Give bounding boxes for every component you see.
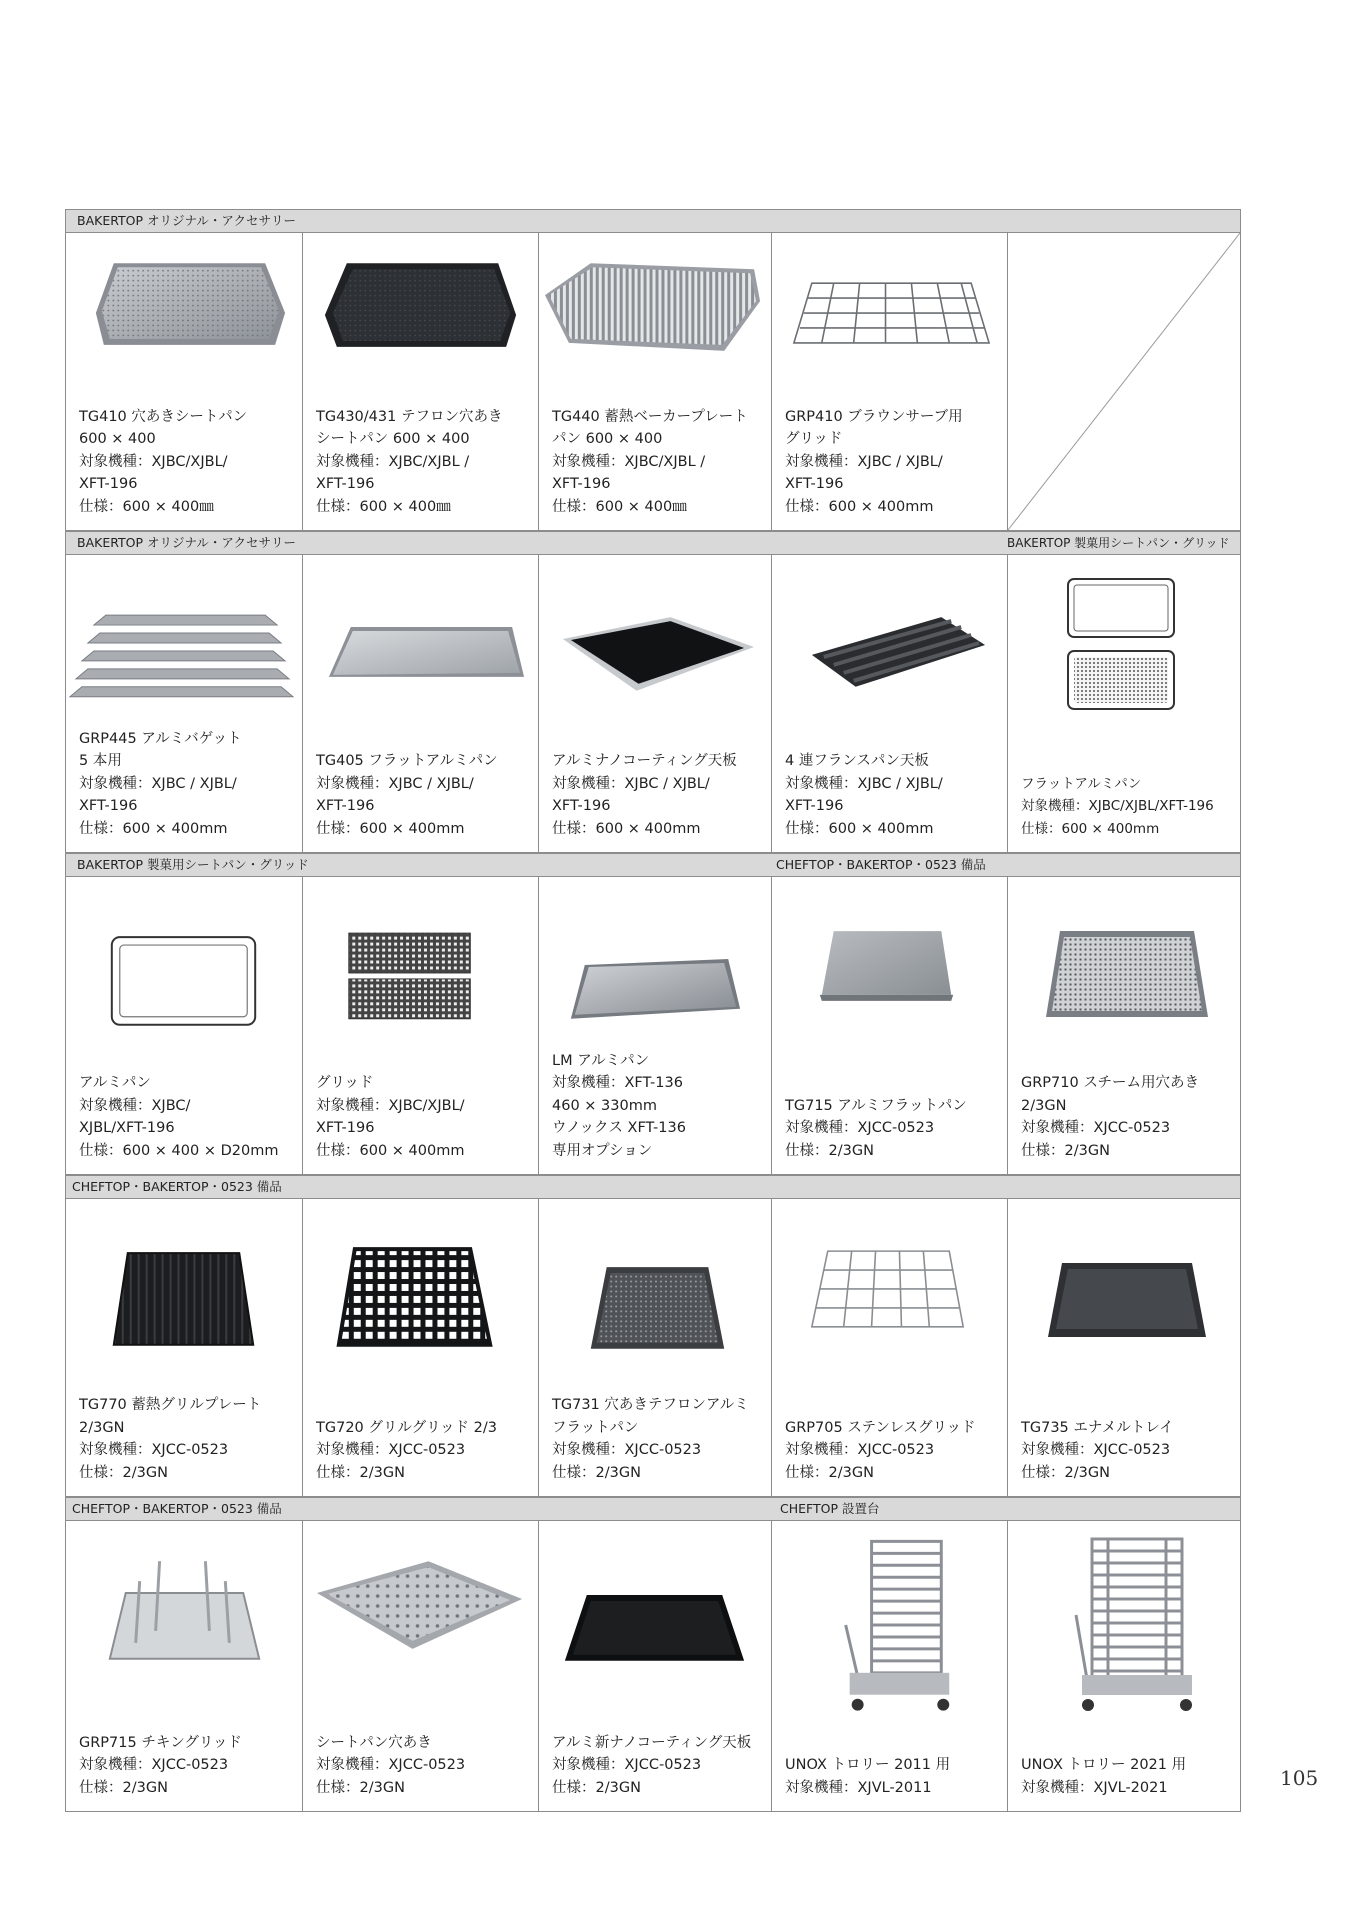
section-header-label: BAKERTOP 製菓用シートパン・グリッド <box>1007 536 1230 550</box>
product-caption: フラットアルミパン 対象機種：XJBC/XJBL/XFT-196 仕様：600 × 400mm <box>1021 775 1214 837</box>
product-caption: GRP705 ステンレスグリッド 対象機種：XJCC-0523 仕様：2/3GN <box>785 1419 976 1481</box>
product-caption: GRP445 アルミバゲット 5 本用 対象機種：XJBC / XJBL/ XFT-196 仕様：600 × 400mm <box>79 730 242 837</box>
product-caption: GRP715 チキングリッド 対象機種：XJCC-0523 仕様：2/3GN <box>79 1734 242 1796</box>
product-cell <box>772 1199 1008 1496</box>
product-cell <box>303 877 539 1174</box>
product-caption: シートパン穴あき 対象機種：XJCC-0523 仕様：2/3GN <box>316 1734 466 1796</box>
product-cell <box>66 1521 303 1811</box>
product-cell <box>303 233 539 530</box>
section-header-label: CHEFTOP 設置台 <box>780 1501 880 1516</box>
grill-grid-icon <box>303 1209 538 1359</box>
product-cell <box>1008 555 1240 852</box>
product-caption: TG735 エナメルトレイ 対象機種：XJCC-0523 仕様：2/3GN <box>1021 1419 1174 1481</box>
product-caption: UNOX トロリー 2011 用 対象機種：XJVL-2011 <box>785 1757 951 1796</box>
section-header <box>65 209 1241 232</box>
product-caption: TG715 アルミフラットパン 対象機種：XJCC-0523 仕様：2/3GN <box>785 1097 967 1159</box>
product-cell <box>303 555 539 852</box>
section-header-label: CHEFTOP・BAKERTOP・0523 備品 <box>776 857 986 872</box>
product-cell <box>303 1521 539 1811</box>
small-flat-pan-icon <box>772 887 1007 1037</box>
lm-aluminium-pan-icon <box>539 887 771 1037</box>
corrugated-plate-icon <box>539 243 771 393</box>
section-header-label: BAKERTOP オリジナル・アクセサリー <box>77 535 296 550</box>
product-caption: TG440 蓄熱ベーカープレート パン 600 × 400 対象機種：XJBC/XJBL / XFT-196 仕様：600 × 400㎜ <box>552 408 748 515</box>
grill-plate-icon <box>66 1209 302 1359</box>
accessory-catalog <box>65 209 1241 1812</box>
product-row <box>65 1198 1241 1497</box>
product-cell <box>66 877 303 1174</box>
trolley-icon <box>772 1535 1007 1725</box>
product-caption: TG720 グリルグリッド 2/3 対象機種：XJCC-0523 仕様：2/3GN <box>316 1419 497 1481</box>
product-caption: GRP710 スチーム用穴あき 2/3GN 対象機種：XJCC-0523 仕様：2/3GN <box>1021 1075 1200 1159</box>
product-cell <box>1008 1199 1240 1496</box>
perforated-sheet-pan-icon <box>303 1531 538 1681</box>
section-header <box>65 853 1241 876</box>
product-cell <box>772 555 1008 852</box>
chicken-grid-icon <box>66 1531 302 1681</box>
product-cell <box>539 1521 772 1811</box>
perforated-teflon-pan-icon <box>539 1209 771 1359</box>
product-caption: TG770 蓄熱グリルプレート 2/3GN 対象機種：XJCC-0523 仕様：2/3GN <box>79 1397 262 1481</box>
product-caption: TG731 穴あきテフロンアルミ フラットパン 対象機種：XJCC-0523 仕様：2/3GN <box>552 1397 749 1481</box>
product-caption: TG430/431 テフロン穴あき シートパン 600 × 400 対象機種：XJBC/XJBL / XFT-196 仕様：600 × 400㎜ <box>316 408 503 515</box>
product-caption: グリッド 対象機種：XJBC/XJBL/ XFT-196 仕様：600 × 400mm <box>316 1075 465 1159</box>
trolley-tall-icon <box>1008 1535 1240 1725</box>
product-cell <box>66 555 303 852</box>
nano-coated-tray-icon <box>539 565 771 715</box>
product-cell <box>539 555 772 852</box>
product-cell <box>772 233 1008 530</box>
empty-cell-diagonal <box>1008 233 1240 530</box>
steam-basket-icon <box>1008 887 1240 1037</box>
stainless-grid-icon <box>772 1209 1007 1359</box>
product-row <box>65 232 1241 531</box>
product-cell <box>303 1199 539 1496</box>
product-caption: TG410 穴あきシートパン 600 × 400 対象機種：XJBC/XJBL/ XFT-196 仕様：600 × 400㎜ <box>79 408 248 515</box>
product-cell <box>66 233 303 530</box>
product-cell <box>66 1199 303 1496</box>
product-cell <box>539 1199 772 1496</box>
section-header-label: BAKERTOP オリジナル・アクセサリー <box>77 213 296 228</box>
product-caption: アルミ新ナノコーティング天板 対象機種：XJCC-0523 仕様：2/3GN <box>552 1734 752 1796</box>
double-grid-icon <box>303 887 538 1037</box>
product-cell <box>1008 1521 1240 1811</box>
section-header <box>65 1497 1241 1520</box>
product-caption: GRP410 ブラウンサーブ用 グリッド 対象機種：XJBC / XJBL/ XFT-196 仕様：600 × 400mm <box>785 408 963 515</box>
product-caption: 4 連フランスパン天板 対象機種：XJBC / XJBL/ XFT-196 仕様：600 × 400mm <box>785 753 943 837</box>
product-cell <box>772 1521 1008 1811</box>
product-cell <box>539 877 772 1174</box>
section-header <box>65 531 1241 554</box>
french-bread-tray-icon <box>772 565 1007 715</box>
enamel-tray-icon <box>1008 1209 1240 1359</box>
section-header-label: CHEFTOP・BAKERTOP・0523 備品 <box>72 1501 282 1516</box>
product-caption: アルミパン 対象機種：XJBC/ XJBL/XFT-196 仕様：600 × 400 × D20mm <box>79 1075 279 1159</box>
black-teflon-tray-icon <box>303 243 538 393</box>
flat-pan-and-grid-icon <box>1008 565 1240 715</box>
product-row <box>65 1520 1241 1812</box>
product-row <box>65 554 1241 853</box>
product-cell <box>539 233 772 530</box>
page-number: 105 <box>1280 1766 1319 1790</box>
section-header-label: CHEFTOP・BAKERTOP・0523 備品 <box>72 1179 282 1194</box>
section-header-label: BAKERTOP 製菓用シートパン・グリッド <box>77 857 309 872</box>
perforated-silver-tray-icon <box>66 243 302 393</box>
baguette-tray-icon <box>66 565 302 715</box>
product-row <box>65 876 1241 1175</box>
product-caption: TG405 フラットアルミパン 対象機種：XJBC / XJBL/ XFT-196 仕様：600 × 400mm <box>316 753 498 837</box>
product-cell <box>772 877 1008 1174</box>
product-cell <box>1008 877 1240 1174</box>
aluminium-pan-outline-icon <box>66 887 302 1037</box>
wire-grid-icon <box>772 243 1007 393</box>
new-nano-tray-icon <box>539 1531 771 1681</box>
section-header <box>65 1175 1241 1198</box>
product-caption: アルミナノコーティング天板 対象機種：XJBC / XJBL/ XFT-196 仕様：600 × 400mm <box>552 753 737 837</box>
product-caption: UNOX トロリー 2021 用 対象機種：XJVL-2021 <box>1021 1757 1187 1796</box>
flat-aluminium-pan-icon <box>303 565 538 715</box>
product-caption: LM アルミパン 対象機種：XFT-136 460 × 330mm ウノックス XFT-136 専用オプション <box>552 1052 686 1159</box>
